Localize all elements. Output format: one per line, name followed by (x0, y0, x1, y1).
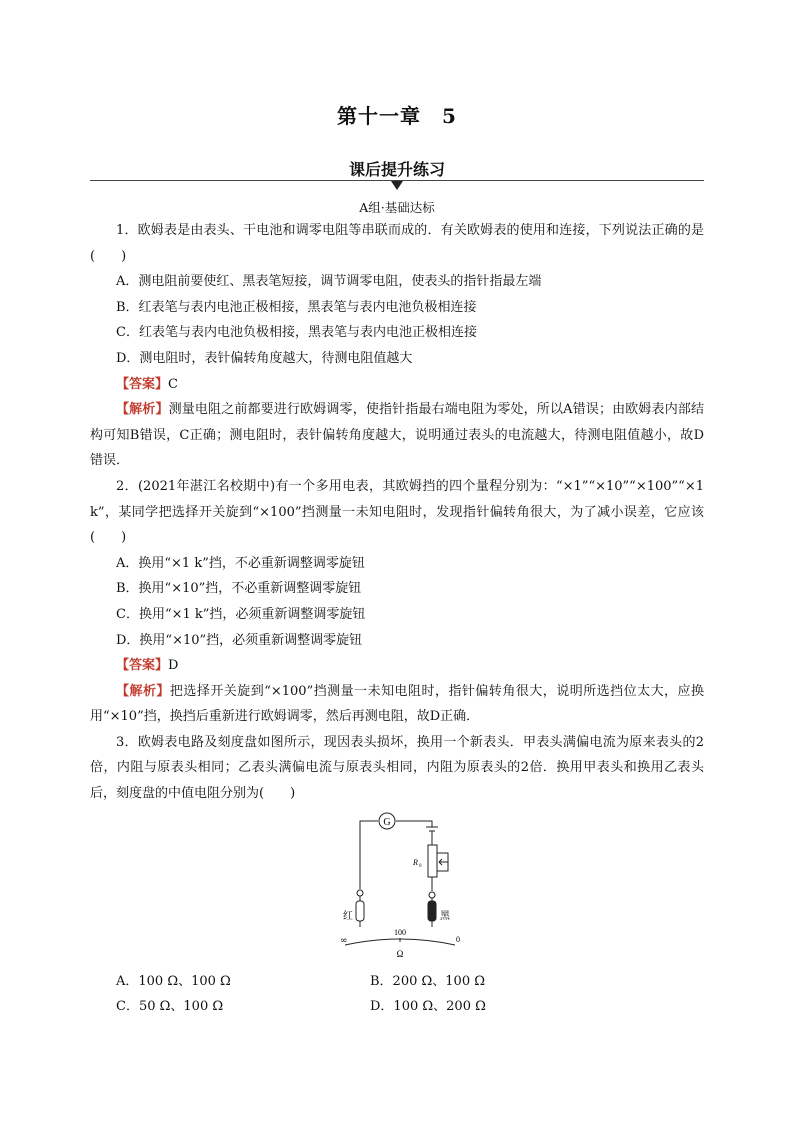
section-title: 课后提升练习 (348, 160, 445, 179)
question-3-option-b: B．200 Ω、100 Ω (370, 973, 486, 989)
red-probe-label: 红 (343, 910, 353, 922)
group-title: A组·基础达标 (359, 200, 435, 215)
question-body (90, 218, 704, 1020)
circuit-diagram (340, 809, 480, 969)
question-1-option-a: A．测电阻前要使红、黑表笔短接，调节调零电阻，使表头的指针指最左端 (116, 274, 542, 290)
question-2-option-b: B．换用“×10”挡，不必重新调整调零旋钮 (116, 581, 362, 597)
analysis-text: 把选择开关旋到“×100”挡测量一未知电阻时，指针偏转角很大，说明所选挡位太大，应换用“×10”挡，换挡后重新进行欧姆调零，然后再测电阻，故D正确． (90, 683, 704, 725)
question-3-option-c: C．50 Ω、100 Ω (116, 999, 224, 1015)
question-2-option-a: A．换用“×1 k”挡，不必重新调整调零旋钮 (116, 555, 365, 571)
resistor-label: R (413, 857, 418, 867)
analysis-tag: 【解析】 (116, 683, 170, 699)
black-probe-icon (428, 892, 436, 927)
answer-value: D (168, 658, 179, 674)
answer-tag: 【答案】 (116, 658, 169, 674)
scale-left-label: ∞ (340, 935, 348, 946)
resistor-icon (428, 845, 437, 877)
analysis-tag: 【解析】 (116, 402, 169, 418)
question-1-stem: 1．欧姆表是由表头、干电池和调零电阻等串联而成的．有关欧姆表的使用和连接，下列说法正确的是( ) (90, 223, 704, 264)
analysis-text: 测量电阻之前都要进行欧姆调零，使指针指最右端电阻为零处，所以A错误；由欧姆表内部结构可知B错误，C正确；测电阻时，表针偏转角度越大，说明通过表头的电流越大，待测电阻值越小，故D错误． (90, 402, 704, 469)
question-3-option-d: D．100 Ω、200 Ω (370, 999, 486, 1015)
question-1-analysis (90, 397, 704, 474)
resistor-subscript: 0 (419, 863, 422, 869)
question-3-options-row-1 (90, 969, 704, 995)
question-2-answer (90, 653, 704, 679)
question-3-stem: 3．欧姆表电路及刻度盘如图所示，现因表头损坏，换用一个新表头．甲表头满偏电流为原来表头的2倍，内阻与原表头相同；乙表头满偏电流与原表头相同，内阻为原表头的2倍．换用甲表头和换用乙表头后，刻度盘的中值电阻分别为( ) (90, 734, 704, 802)
galvanometer-label: G (383, 816, 391, 828)
question-2-option-d: D．换用“×10”挡，必须重新调整调零旋钮 (116, 632, 363, 648)
question-1-answer (90, 372, 704, 398)
red-probe-icon (356, 890, 364, 927)
chapter-title: 第十一章 5 (337, 104, 457, 128)
answer-value: C (168, 376, 178, 392)
scale-mid-label: 100 (394, 927, 406, 937)
question-2-analysis (90, 679, 704, 730)
question-2-stem: 2．(2021年湛江名校期中)有一个多用电表，其欧姆挡的四个量程分别为：“×1”“×10”“×100”“×1 k”，某同学把选择开关旋到“×100”挡测量一未知电阻时，发现指针偏转角很大，为了减小误差，它应该( ) (90, 478, 704, 546)
ohmmeter-circuit-figure (90, 809, 704, 969)
question-1-option-b: B．红表笔与表内电池正极相接，黑表笔与表内电池负极相连接 (116, 299, 477, 315)
scale-right-label: 0 (456, 934, 460, 944)
question-1-option-c: C．红表笔与表内电池负极相接，黑表笔与表内电池正极相连接 (116, 325, 477, 341)
question-1-option-d: D．测电阻时，表针偏转角度越大，待测电阻值越大 (116, 350, 413, 366)
black-probe-label: 黑 (440, 910, 450, 922)
question-3-options-row-2 (90, 994, 704, 1020)
triangle-marker-icon (391, 181, 403, 190)
scale-unit-label: Ω (396, 948, 404, 959)
question-3-option-a: A．100 Ω、100 Ω (116, 973, 231, 989)
answer-tag: 【答案】 (116, 376, 169, 392)
question-2-option-c: C．换用“×1 k”挡，必须重新调整调零旋钮 (116, 606, 366, 622)
